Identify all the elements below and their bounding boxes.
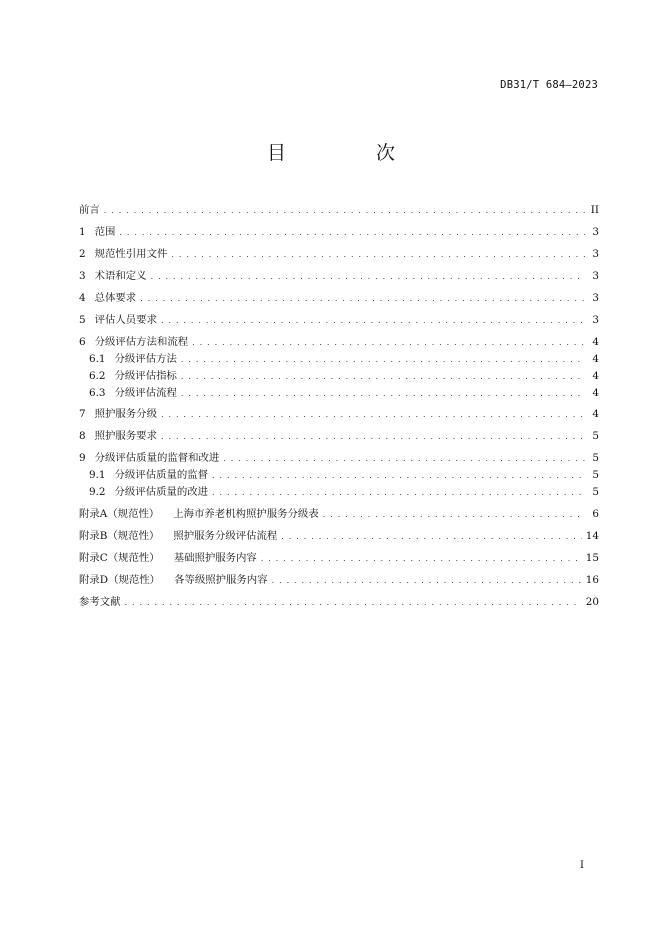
toc-entry-page: 15 — [585, 552, 599, 564]
toc-dot-leader — [161, 410, 585, 419]
toc-dot-leader — [212, 488, 585, 497]
toc-entry[interactable] — [89, 384, 599, 398]
toc-entry-label: 上海市养老机构照护服务分级表 — [173, 508, 319, 520]
toc-dot-leader — [212, 471, 585, 480]
toc-entry[interactable] — [79, 449, 599, 463]
toc-dot-leader — [192, 338, 585, 347]
toc-entry-page: 4 — [592, 336, 599, 348]
toc-entry-label: 照护服务分级 — [94, 408, 157, 420]
toc-entry-number: 2 — [79, 248, 86, 260]
toc-entry-label: 分级评估方法 — [114, 353, 177, 365]
toc-entry-page: 3 — [592, 226, 599, 238]
toc-entry[interactable] — [89, 483, 599, 497]
toc-entry-page: 6 — [592, 508, 599, 520]
toc-entry[interactable] — [79, 527, 599, 541]
toc-entry-label: 照护服务分级评估流程 — [173, 530, 278, 542]
toc-entry[interactable] — [89, 350, 599, 364]
toc-entry[interactable] — [79, 571, 599, 585]
toc-entry-label: 分级评估质量的改进 — [114, 486, 209, 498]
toc-dot-leader — [223, 454, 585, 463]
toc-entry-page: 20 — [585, 596, 599, 608]
toc-entry[interactable] — [79, 201, 599, 215]
toc-entry-label: 分级评估指标 — [114, 370, 177, 382]
toc-entry[interactable] — [79, 593, 599, 607]
toc-dot-leader — [171, 250, 585, 259]
toc-entry[interactable] — [79, 427, 599, 441]
toc-entry-page: 4 — [592, 353, 599, 365]
toc-entry-page: II — [590, 204, 599, 216]
toc-dot-leader — [140, 294, 585, 303]
toc-entry-label: 各等级照护服务内容 — [174, 574, 268, 586]
toc-entry-number: 9.2 — [89, 486, 106, 498]
toc-entry-number: 6.3 — [89, 387, 106, 399]
toc-entry-number: 8 — [79, 430, 86, 442]
toc-entry[interactable] — [89, 367, 599, 381]
toc-dot-leader — [161, 316, 585, 325]
toc-entry-number: 6.1 — [89, 353, 106, 365]
toc-dot-leader — [181, 389, 585, 398]
toc-entry-number: 1 — [79, 226, 86, 238]
toc-dot-leader — [323, 510, 585, 519]
toc-entry-label: 照护服务要求 — [94, 430, 157, 442]
toc-entry-label: 规范性引用文件 — [94, 248, 168, 260]
toc-dot-leader — [261, 554, 582, 563]
toc-dot-leader — [104, 206, 585, 215]
toc-entry-label: 分级评估流程 — [114, 387, 177, 399]
toc-entry-label: 分级评估质量的监督 — [114, 469, 209, 481]
toc-entry-page: 4 — [592, 387, 599, 399]
toc-entry-number: 附录D（规范性） — [79, 574, 161, 586]
toc-entry-page: 5 — [592, 486, 599, 498]
toc-entry-page: 4 — [592, 370, 599, 382]
toc-entry-page: 5 — [592, 469, 599, 481]
page-number: I — [580, 860, 584, 871]
toc-entry[interactable] — [79, 245, 599, 259]
toc-entry-number: 9 — [79, 452, 86, 464]
toc-entry-page: 5 — [592, 430, 599, 442]
toc-dot-leader — [272, 576, 582, 585]
toc-title: 目 次 — [266, 142, 438, 164]
toc-entry-page: 3 — [592, 270, 599, 282]
toc-entry[interactable] — [79, 505, 599, 519]
toc-entry-label: 基础照护服务内容 — [173, 552, 257, 564]
toc-entry-page: 5 — [592, 452, 599, 464]
toc-entry-number: 9.1 — [89, 469, 106, 481]
toc-dot-leader — [151, 272, 585, 281]
toc-entry-page: 14 — [585, 530, 599, 542]
document-code: DB31/T 684—2023 — [500, 79, 598, 91]
toc-entry-page: 3 — [592, 314, 599, 326]
toc-entry-page: 16 — [585, 574, 599, 586]
toc-entry-number: 4 — [79, 292, 86, 304]
toc-entry-number: 5 — [79, 314, 86, 326]
toc-dot-leader — [181, 355, 585, 364]
toc-entry[interactable] — [79, 223, 599, 237]
toc-entry[interactable] — [79, 333, 599, 347]
toc-dot-leader — [125, 598, 582, 607]
toc-entry-label: 参考文献 — [79, 596, 121, 608]
toc-entry[interactable] — [89, 466, 599, 480]
toc-entry-label: 分级评估方法和流程 — [94, 336, 189, 348]
toc-entry-number: 附录A（规范性） — [79, 508, 160, 520]
toc-entry[interactable] — [79, 289, 599, 303]
toc-entry-label: 前言 — [79, 204, 100, 216]
toc-entry[interactable] — [79, 405, 599, 419]
toc-entry[interactable] — [79, 311, 599, 325]
toc-entry-number: 6.2 — [89, 370, 106, 382]
toc-entry[interactable] — [79, 267, 599, 281]
toc-entry-label: 评估人员要求 — [94, 314, 157, 326]
toc-dot-leader — [281, 532, 581, 541]
toc-entry-page: 3 — [592, 292, 599, 304]
toc-entry-number: 附录B（规范性） — [79, 530, 160, 542]
toc-entry-page: 3 — [592, 248, 599, 260]
toc-entry-number: 6 — [79, 336, 86, 348]
toc-entry-label: 总体要求 — [94, 292, 137, 304]
toc-entry-label: 术语和定义 — [94, 270, 147, 282]
toc-entry-number: 7 — [79, 408, 86, 420]
toc-entry[interactable] — [79, 549, 599, 563]
toc-dot-leader — [161, 432, 585, 441]
toc-dot-leader — [181, 372, 585, 381]
toc-entry-label: 分级评估质量的监督和改进 — [94, 452, 220, 464]
toc-entry-number: 3 — [79, 270, 86, 282]
toc-entry-label: 范围 — [94, 226, 116, 238]
toc-dot-leader — [119, 228, 585, 237]
toc-entry-number: 附录C（规范性） — [79, 552, 160, 564]
toc-entry-page: 4 — [592, 408, 599, 420]
